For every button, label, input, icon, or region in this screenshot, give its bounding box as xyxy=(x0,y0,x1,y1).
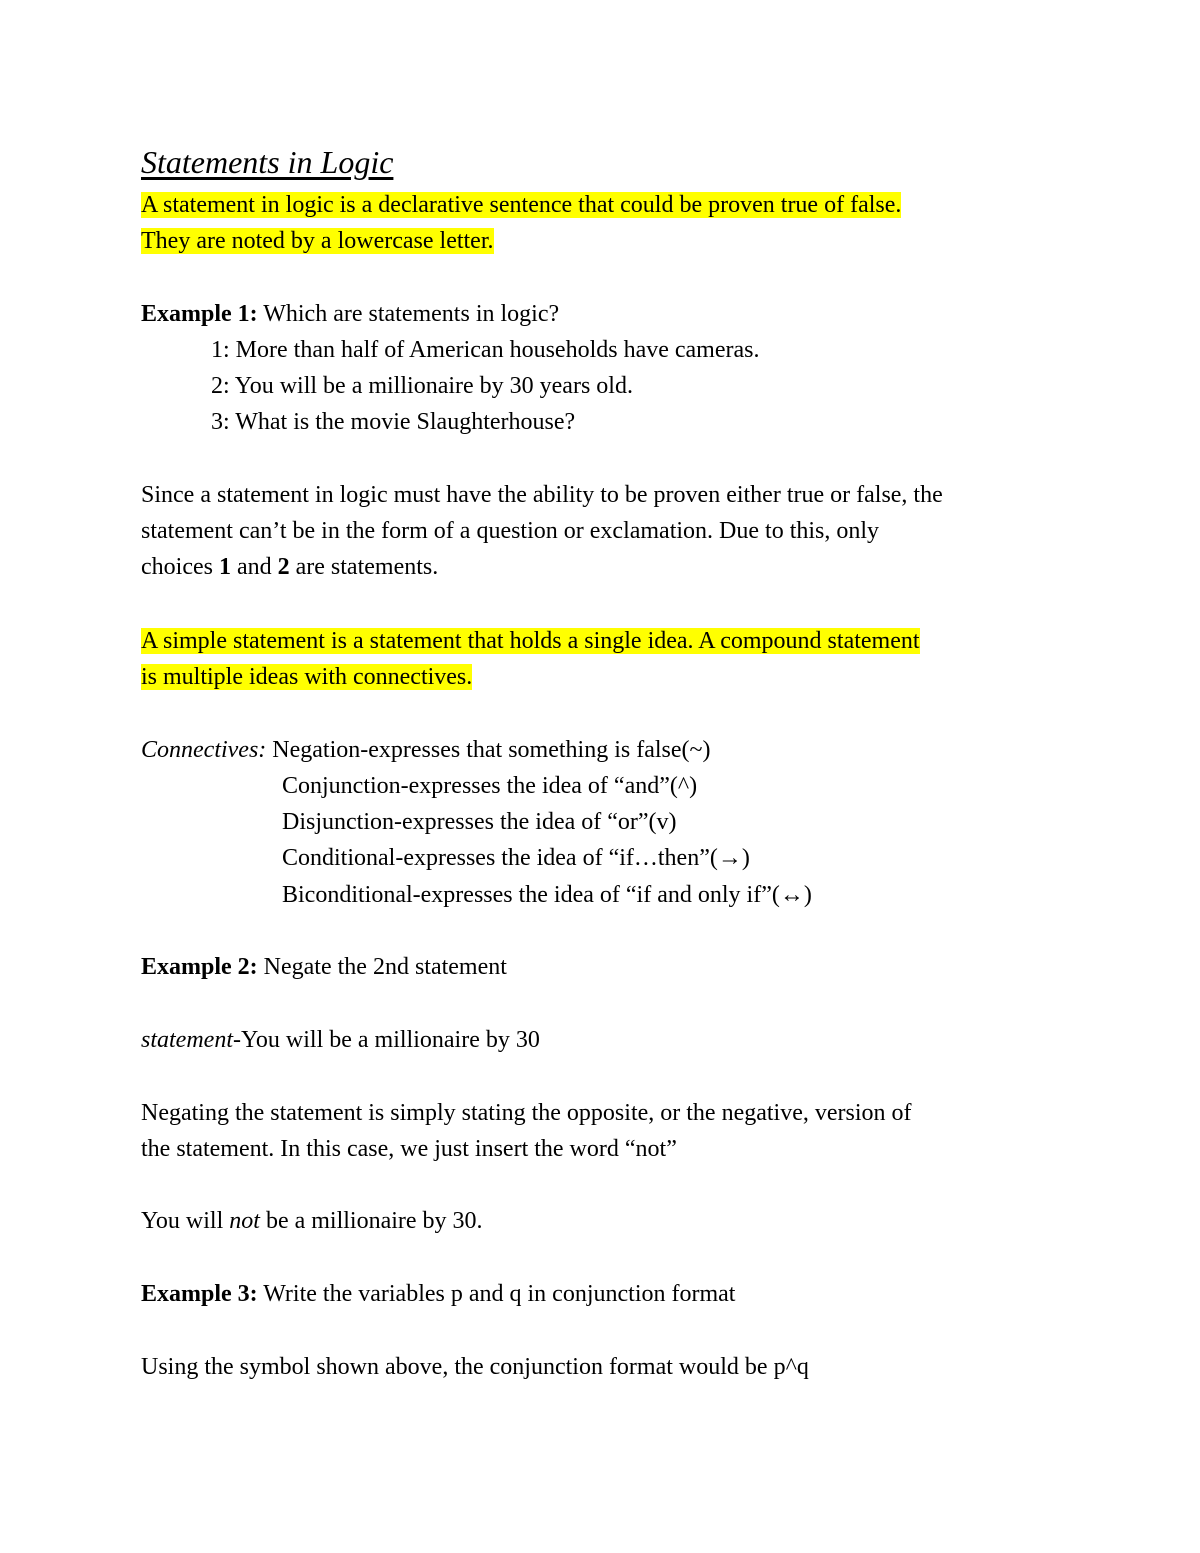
definition-line-1 xyxy=(141,190,901,220)
emphasized-word: not xyxy=(229,1208,260,1234)
example-2-heading xyxy=(141,952,507,982)
text-run: You will xyxy=(141,1208,230,1234)
explanation-1-line-2: statement can’t be in the form of a question or exclamation. Due to this, only xyxy=(141,518,880,544)
connectives-heading xyxy=(141,735,711,765)
choice-number: 1 xyxy=(218,554,231,580)
connective-biconditional: Biconditional-expresses the idea of “if and only if”(↔) xyxy=(282,882,812,908)
connective-conditional: Conditional-expresses the idea of “if…then”(→) xyxy=(282,845,750,871)
simple-compound-line-1 xyxy=(141,626,920,656)
example-3-answer: Using the symbol shown above, the conjunction format would be p^q xyxy=(141,1354,809,1380)
highlighted-text: They are noted by a lowercase letter. xyxy=(141,228,494,254)
example-2-label: Example 2: xyxy=(141,954,258,980)
example-3-label: Example 3: xyxy=(141,1281,258,1307)
example-1-label: Example 1: xyxy=(141,301,258,327)
page-title: Statements in Logic xyxy=(141,144,394,180)
example-2-explanation-line-2: the statement. In this case, we just insert the word “not” xyxy=(141,1136,677,1162)
connectives-label: Connectives: xyxy=(141,737,267,763)
example-2-explanation-line-1: Negating the statement is simply stating the opposite, or the negative, version of xyxy=(141,1100,912,1126)
statement-label: statement- xyxy=(141,1027,241,1053)
choice-number: 2 xyxy=(277,554,290,580)
example-3-heading xyxy=(141,1279,735,1309)
text-run: choices xyxy=(141,554,219,580)
example-1-item-3: 3: What is the movie Slaughterhouse? xyxy=(211,409,576,435)
definition-line-2 xyxy=(141,226,494,256)
example-1-item-1: 1: More than half of American households have cameras. xyxy=(211,337,760,363)
example-1-prompt: Which are statements in logic? xyxy=(257,301,560,327)
connective-negation: Negation-expresses that something is false(~) xyxy=(266,737,711,763)
text-run: are statements. xyxy=(289,554,439,580)
example-1-heading xyxy=(141,299,559,329)
explanation-1-line-3 xyxy=(141,552,438,582)
text-run: and xyxy=(230,554,278,580)
explanation-1-line-1: Since a statement in logic must have the ability to be proven either true or false, the xyxy=(141,482,943,508)
connective-disjunction: Disjunction-expresses the idea of “or”(v) xyxy=(282,809,677,835)
example-2-statement xyxy=(141,1025,540,1055)
example-1-item-2: 2: You will be a millionaire by 30 years old. xyxy=(211,373,633,399)
highlighted-text: is multiple ideas with connectives. xyxy=(141,664,473,690)
text-run: be a millionaire by 30. xyxy=(259,1208,483,1234)
connective-conjunction: Conjunction-expresses the idea of “and”(^) xyxy=(282,773,698,799)
simple-compound-line-2 xyxy=(141,662,472,692)
highlighted-text: A statement in logic is a declarative sentence that could be proven true of false. xyxy=(141,192,902,218)
example-3-prompt: Write the variables p and q in conjunction format xyxy=(257,1281,736,1307)
highlighted-text: A simple statement is a statement that holds a single idea. A compound statement xyxy=(141,628,920,654)
statement-text: You will be a millionaire by 30 xyxy=(240,1027,540,1053)
example-2-answer xyxy=(141,1206,483,1236)
example-2-prompt: Negate the 2nd statement xyxy=(257,954,507,980)
